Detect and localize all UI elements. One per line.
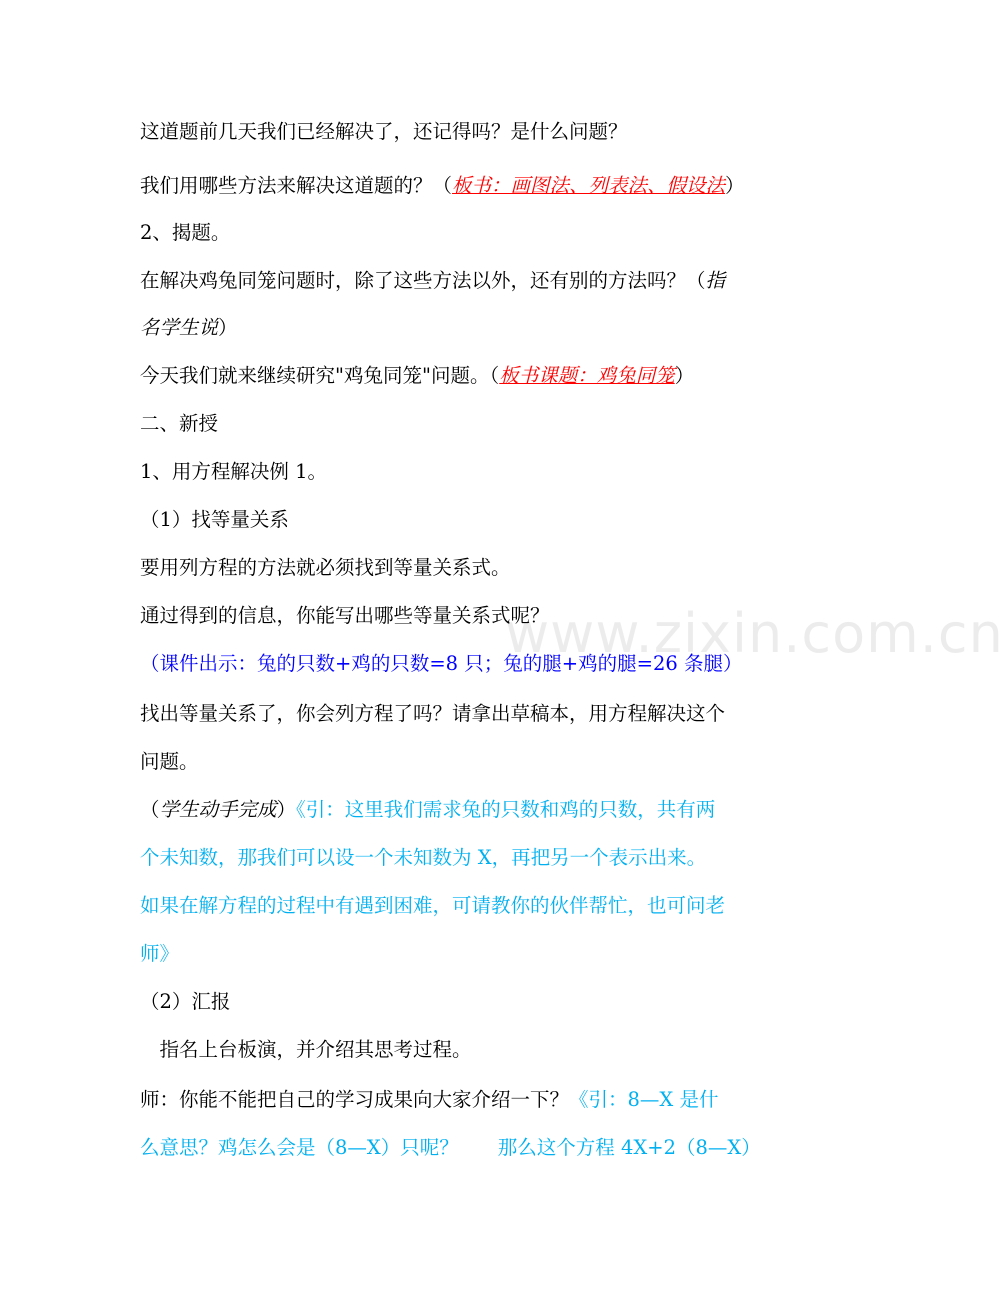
text-line: （学生动手完成）《引：这里我们需求兔的只数和鸡的只数，共有两 <box>140 798 716 821</box>
text-line: （2）汇报 <box>140 990 231 1013</box>
section-heading: 二、新授 <box>140 412 219 435</box>
text-line: 问题。 <box>140 750 199 773</box>
text-line: 在解决鸡兔同笼问题时，除了这些方法以外，还有别的方法吗？（指 <box>140 269 726 292</box>
text-line: 找出等量关系了，你会列方程了吗？请拿出草稿本，用方程解决这个 <box>140 702 726 725</box>
guide-note: 《引：这里我们需求兔的只数和鸡的只数，共有两 <box>296 798 716 821</box>
board-note: 板书课题：鸡兔同笼 <box>499 364 675 387</box>
guide-note: 么意思？鸡怎么会是（8—X）只呢？ 那么这个方程 4X+2（8—X） <box>140 1136 761 1159</box>
text-line: 通过得到的信息，你能写出哪些等量关系式呢？ <box>140 604 550 627</box>
text-line: 指名上台板演，并介绍其思考过程。 <box>140 1038 472 1061</box>
text-line: 师：你能不能把自己的学习成果向大家介绍一下？《引：8—X 是什 <box>140 1088 719 1111</box>
guide-note: 师》 <box>140 942 180 965</box>
section-heading: 2、揭题。 <box>140 221 231 244</box>
board-note: 板书：画图法、列表法、假设法 <box>452 174 726 197</box>
guide-note: 如果在解方程的过程中有遇到困难，可请教你的伙伴帮忙，也可问老 <box>140 894 726 917</box>
text-line: （1）找等量关系 <box>140 508 289 531</box>
text-line: 今天我们就来继续研究"鸡兔同笼"问题。（板书课题：鸡兔同笼） <box>140 364 695 387</box>
text-line: 要用列方程的方法就必须找到等量关系式。 <box>140 556 511 579</box>
watermark: www.zixin.com.cn <box>505 602 1004 665</box>
text-line: 名学生说） <box>140 316 238 339</box>
guide-note: 《引：8—X 是什 <box>569 1088 719 1111</box>
guide-note: 个未知数，那我们可以设一个未知数为 X，再把另一个表示出来。 <box>140 846 707 869</box>
text-line: 1、用方程解决例 1。 <box>140 460 328 483</box>
text-line: 这道题前几天我们已经解决了，还记得吗？是什么问题？ <box>140 120 628 143</box>
text-line: 我们用哪些方法来解决这道题的？（板书：画图法、列表法、假设法） <box>140 174 745 197</box>
courseware-note: （课件出示：兔的只数+鸡的只数=8 只；兔的腿+鸡的腿=26 条腿） <box>140 652 743 675</box>
